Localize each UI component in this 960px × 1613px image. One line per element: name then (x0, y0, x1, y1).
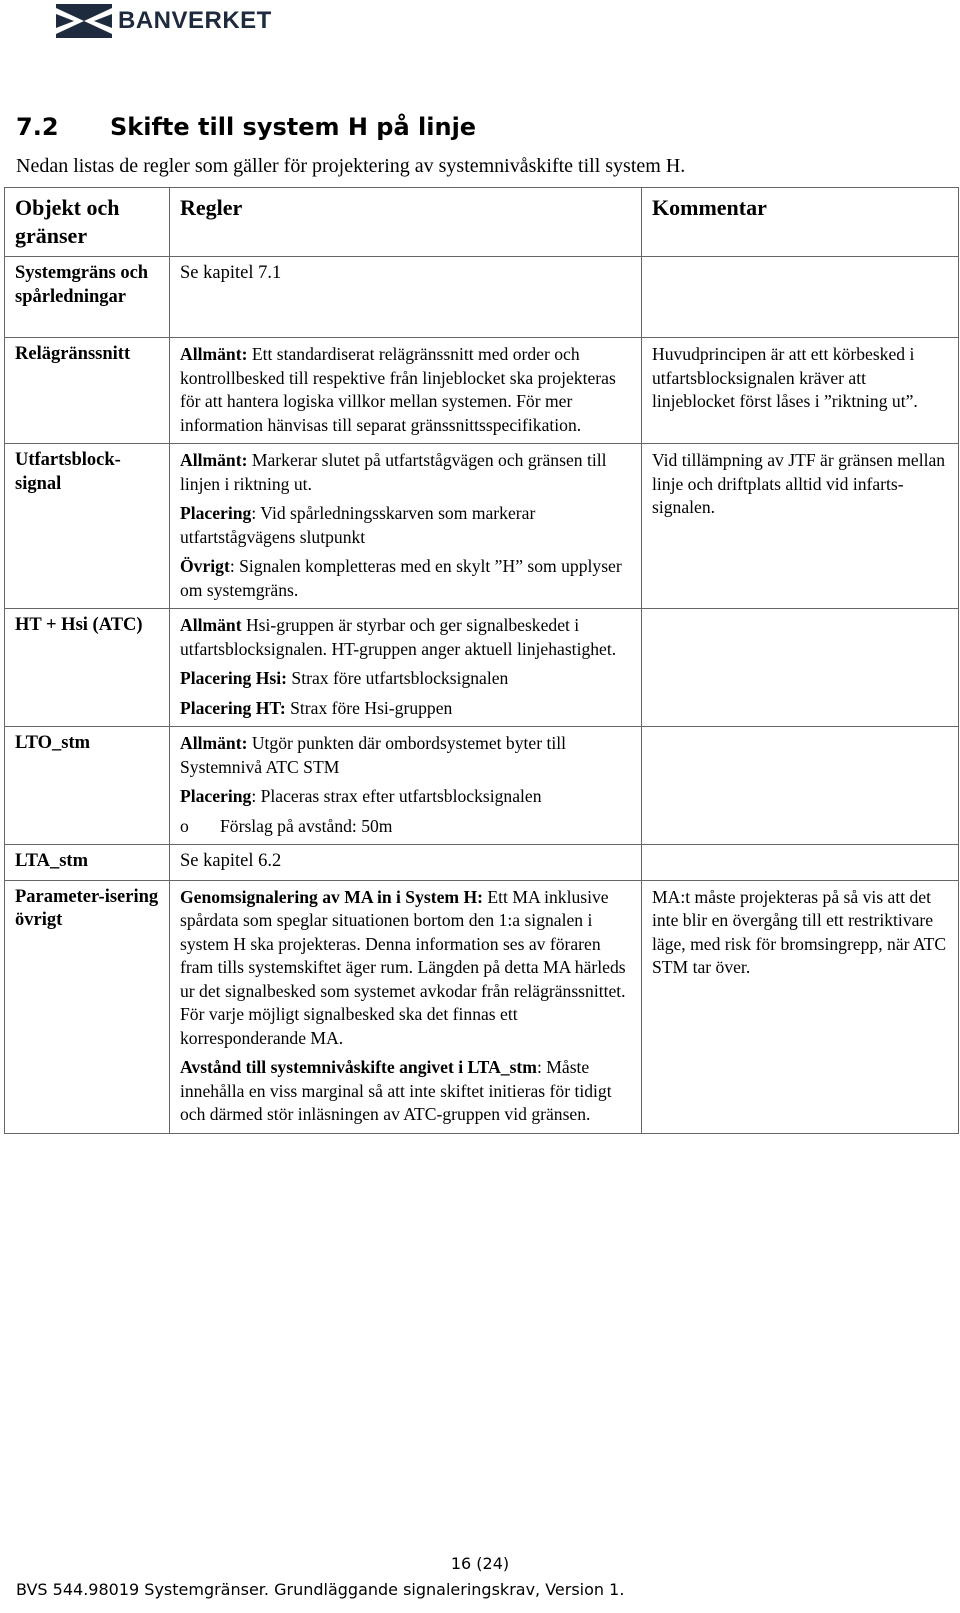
banverket-flag-logo-icon (56, 4, 112, 38)
header-rules: Regler (170, 188, 642, 257)
logo-text: BANVERKET (118, 7, 272, 34)
comment-cell (642, 257, 959, 338)
rules-table (4, 187, 959, 1134)
list-item (180, 815, 631, 839)
rule-text: Allmänt: Ett standardiserat relägränssnitt med order och kontrollbesked till respektive från linjeblocket ska projekteras för att hantera logiska villkor mellan systemen. För mer information hänvisas till separat gränssnittsspecifikation. (180, 344, 616, 435)
object-cell: LTA_stm (5, 845, 170, 881)
comment-cell: Vid tillämpning av JTF är gränsen mellan linje och driftplats alltid vid infarts-signalen. (642, 444, 959, 609)
table-row (5, 444, 959, 609)
document-footer: BVS 544.98019 Systemgränser. Grundläggande signaleringskrav, Version 1. (16, 1580, 625, 1599)
header-comment: Kommentar (642, 188, 959, 257)
comment-cell (642, 727, 959, 845)
banverket-logo (56, 2, 276, 40)
object-cell: HT + Hsi (ATC) (5, 609, 170, 727)
rule-text: Allmänt: Utgör punkten där ombordsystemet byter till Systemnivå ATC STM (180, 733, 567, 777)
rules-cell (170, 609, 642, 727)
table-row (5, 727, 959, 845)
rule-text: Placering HT: Strax före Hsi-gruppen (180, 697, 453, 718)
rules-cell (170, 727, 642, 845)
rule-text: Placering: Placeras strax efter utfartsblocksignalen (180, 786, 542, 806)
rule-text: Se kapitel 6.2 (180, 851, 282, 871)
rules-cell (170, 444, 642, 609)
comment-cell: MA:t måste projekteras på så vis att det inte blir en övergång till ett restriktivare läge, med risk för bromsingrepp, när ATC STM tar över. (642, 880, 959, 1133)
table-header-row (5, 188, 959, 257)
list-item-text: Förslag på avstånd: 50m (220, 815, 393, 836)
section-heading (16, 113, 476, 141)
table-row (5, 880, 959, 1133)
table-row (5, 257, 959, 338)
section-title: Skifte till system H på linje (110, 113, 477, 141)
rule-text: Genomsignalering av MA in i System H: Ett MA inklusive spårdata som speglar situationen bortom den 1:a signalen i system H ska projekteras. Denna information ses av föraren fram tills systemskiftet äger rum. Längden på detta MA härleds ur det signalbesked som systemet avkodar från relägränssnittet. För varje möjligt signalbesked ska det finnas ett korresponderande MA. (180, 886, 626, 1048)
rules-cell (170, 257, 642, 338)
comment-cell (642, 609, 959, 727)
object-cell: LTO_stm (5, 727, 170, 845)
rules-cell (170, 880, 642, 1133)
bullet: o (180, 815, 189, 836)
object-cell: Parameter-isering övrigt (5, 880, 170, 1133)
object-cell: Relägränssnitt (5, 338, 170, 444)
page-number: 16 (24) (450, 1554, 510, 1573)
object-cell: Systemgräns och spårledningar (5, 257, 170, 338)
section-number: 7.2 (16, 113, 59, 141)
table-row (5, 845, 959, 881)
comment-cell (642, 845, 959, 881)
rule-text: Allmänt: Markerar slutet på utfartstågvägen och gränsen till linjen i riktning ut. (180, 450, 607, 494)
rule-text: Övrigt: Signalen kompletteras med en skylt ”H” som upplyser om systemgräns. (180, 556, 622, 600)
table-row (5, 338, 959, 444)
rule-text: Avstånd till systemnivåskifte angivet i LTA_stm: Måste innehålla en viss marginal så att inte skiftet initieras för tidigt och därmed stör inläsningen av ATC-gruppen vid gränsen. (180, 1057, 612, 1124)
rules-cell (170, 338, 642, 444)
section-intro: Nedan listas de regler som gäller för projektering av systemnivåskifte till system H. (16, 155, 686, 177)
rule-text: Se kapitel 7.1 (180, 263, 282, 283)
rule-text: Allmänt Hsi-gruppen är styrbar och ger signalbeskedet i utfartsblocksignalen. HT-gruppen anger aktuell linjehastighet. (180, 615, 617, 659)
object-cell: Utfartsblock-signal (5, 444, 170, 609)
comment-cell: Huvudprincipen är att ett körbesked i utfartsblocksignalen kräver att linjeblocket först låses i ”riktning ut”. (642, 338, 959, 444)
rule-text: Placering Hsi: Strax före utfartsblocksignalen (180, 668, 509, 688)
table-row (5, 609, 959, 727)
rule-text: Placering: Vid spårledningsskarven som markerar utfartstågvägens slutpunkt (180, 503, 536, 547)
rules-cell (170, 845, 642, 881)
header-object: Objekt och gränser (5, 188, 170, 257)
